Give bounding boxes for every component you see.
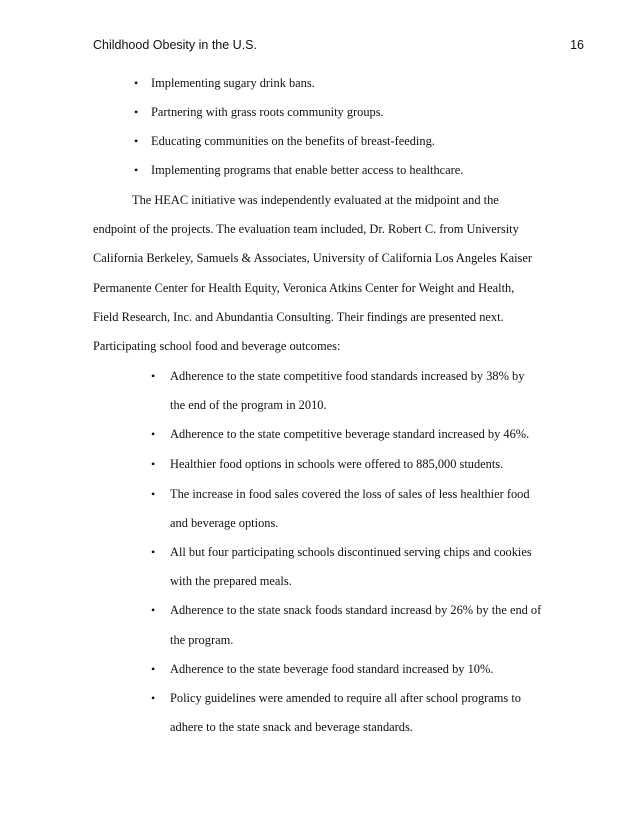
paragraph-line: Permanente Center for Health Equity, Veronica Atkins Center for Weight and Health, bbox=[93, 281, 515, 295]
bullet-glyph: • bbox=[134, 76, 139, 90]
bullet-glyph: • bbox=[151, 427, 156, 441]
list-item-line: Healthier food options in schools were offered to 885,000 students. bbox=[170, 457, 504, 471]
list-item-line: All but four participating schools discontinued serving chips and cookies bbox=[170, 545, 532, 559]
list-item-line: Adherence to the state beverage food standard increased by 10%. bbox=[170, 662, 494, 676]
bullet-glyph: • bbox=[134, 163, 139, 177]
paragraph-line: The HEAC initiative was independently evaluated at the midpoint and the bbox=[132, 193, 499, 207]
bullet-glyph: • bbox=[151, 662, 156, 676]
page-number: 16 bbox=[570, 38, 584, 52]
bullet-glyph: • bbox=[151, 369, 156, 383]
list-item: Implementing programs that enable better access to healthcare. bbox=[151, 163, 464, 177]
list-item-line: The increase in food sales covered the loss of sales of less healthier food bbox=[170, 487, 530, 501]
list-item: Implementing sugary drink bans. bbox=[151, 76, 315, 90]
bullet-glyph: • bbox=[151, 457, 156, 471]
paragraph-line: endpoint of the projects. The evaluation team included, Dr. Robert C. from University bbox=[93, 222, 519, 236]
section-heading: Participating school food and beverage outcomes: bbox=[93, 339, 341, 353]
list-item-line: Policy guidelines were amended to require all after school programs to bbox=[170, 691, 521, 705]
bullet-glyph: • bbox=[134, 105, 139, 119]
list-item-line: Adherence to the state competitive beverage standard increased by 46%. bbox=[170, 427, 530, 441]
list-item-line: the end of the program in 2010. bbox=[170, 398, 327, 412]
list-item-line: Adherence to the state competitive food standards increased by 38% by bbox=[170, 369, 525, 383]
list-item-line: Adherence to the state snack foods standard increasd by 26% by the end of bbox=[170, 603, 542, 617]
bullet-glyph: • bbox=[151, 545, 156, 559]
list-item-line: adhere to the state snack and beverage standards. bbox=[170, 720, 413, 734]
bullet-glyph: • bbox=[151, 691, 156, 705]
paragraph-line: California Berkeley, Samuels & Associates, University of California Los Angeles Kaiser bbox=[93, 251, 532, 265]
bullet-glyph: • bbox=[151, 603, 156, 617]
list-item: Partnering with grass roots community groups. bbox=[151, 105, 384, 119]
page-header bbox=[93, 38, 584, 54]
paragraph-line: Field Research, Inc. and Abundantia Consulting. Their findings are presented next. bbox=[93, 310, 504, 324]
bullet-glyph: • bbox=[151, 487, 156, 501]
running-title: Childhood Obesity in the U.S. bbox=[93, 38, 257, 52]
list-item-line: with the prepared meals. bbox=[170, 574, 292, 588]
list-item: Educating communities on the benefits of breast-feeding. bbox=[151, 134, 435, 148]
list-item-line: and beverage options. bbox=[170, 516, 279, 530]
bullet-glyph: • bbox=[134, 134, 139, 148]
list-item-line: the program. bbox=[170, 633, 234, 647]
